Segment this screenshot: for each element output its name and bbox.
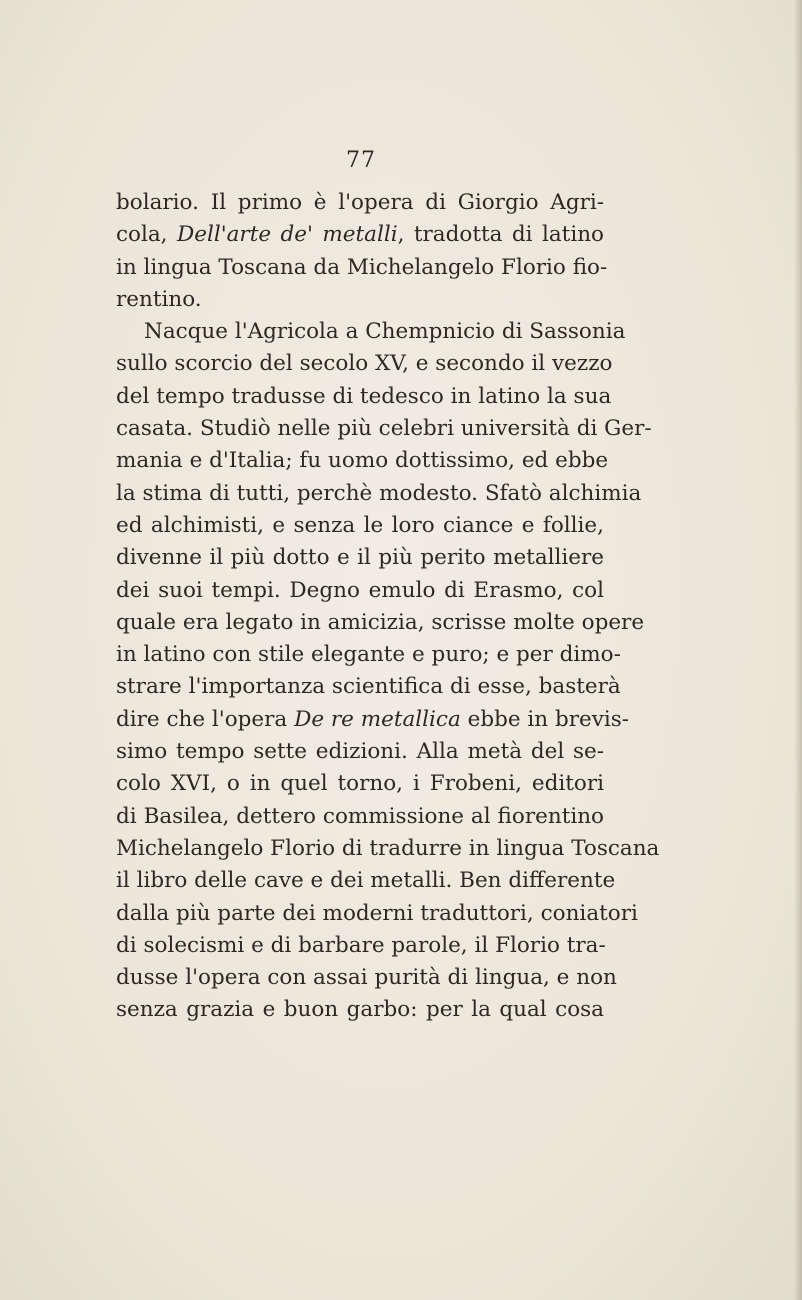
page-number: 77 — [346, 148, 376, 173]
text-line — [116, 510, 604, 542]
text-line — [116, 801, 604, 833]
text-line — [116, 445, 609, 477]
text-segment: del tempo tradusse di tedesco in latino la sua — [116, 383, 612, 409]
text-segment: il libro delle cave e dei metalli. Ben differente — [116, 868, 616, 894]
text-line — [116, 671, 621, 703]
italic-title: Dell'arte de' metalli — [176, 222, 398, 248]
text-segment: Michelangelo Florio di tradurre in lingua Toscana — [116, 835, 660, 861]
text-line — [116, 865, 616, 897]
text-line — [116, 284, 604, 316]
text-line — [116, 639, 621, 671]
text-line — [116, 736, 604, 768]
text-line — [116, 348, 613, 380]
text-segment: di solecismi e di barbare parole, il Florio tra- — [116, 932, 606, 958]
text-line — [116, 381, 612, 413]
text-line — [116, 575, 604, 607]
text-line — [116, 768, 604, 800]
text-segment: colo XVI, o in quel torno, i Frobeni, editori — [116, 771, 604, 797]
text-segment: simo tempo sette edizioni. Alla metà del se- — [116, 739, 604, 765]
text-segment: ebbe in brevis- — [460, 706, 630, 732]
text-segment: la stima di tutti, perchè modesto. Sfatò alchimia — [116, 480, 642, 506]
text-segment: in lingua Toscana da Michelangelo Florio fio- — [116, 254, 608, 280]
text-line — [116, 316, 626, 348]
text-line — [116, 542, 604, 574]
text-segment: bolario. Il primo è l'opera di Giorgio Agri- — [116, 190, 604, 215]
body-text — [116, 187, 660, 1027]
text-segment: sullo scorcio del secolo XV, e secondo il vezzo — [116, 351, 613, 377]
text-segment: casata. Studiò nelle più celebri università di Ger- — [116, 416, 652, 442]
text-line — [116, 704, 630, 736]
text-segment: senza grazia e buon garbo: per la qual cosa — [116, 997, 604, 1023]
text-segment: cola, — [116, 222, 177, 248]
text-segment: Nacque l'Agricola a Chempnicio di Sassonia — [144, 319, 626, 345]
text-line — [116, 252, 608, 284]
text-segment: rentino. — [116, 286, 202, 312]
text-line — [116, 219, 604, 251]
text-segment: mania e d'Italia; fu uomo dottissimo, ed ebbe — [116, 448, 609, 474]
text-segment: di Basilea, dettero commissione al fiorentino — [116, 803, 604, 829]
text-segment: divenne il più dotto e il più perito metalliere — [116, 545, 604, 571]
text-segment: quale era legato in amicizia, scrisse molte opere — [116, 609, 645, 635]
page-edge-shadow — [794, 0, 802, 1300]
text-segment: dusse l'opera con assai purità di lingua, e non — [116, 965, 617, 991]
text-segment: dei suoi tempi. Degno emulo di Erasmo, col — [116, 577, 604, 603]
text-line — [116, 930, 604, 962]
text-line — [116, 962, 617, 994]
text-line — [116, 413, 652, 445]
text-line — [116, 833, 660, 865]
text-segment: ed alchimisti, e senza le loro ciance e follie, — [116, 512, 604, 538]
text-segment: in latino con stile elegante e puro; e per dimo- — [116, 642, 621, 668]
text-segment: , tradotta di latino — [397, 222, 604, 248]
text-line — [116, 478, 642, 510]
text-segment: dalla più parte dei moderni traduttori, coniatori — [116, 900, 638, 926]
text-line — [116, 187, 604, 219]
italic-title: De re metallica — [294, 706, 461, 732]
text-line — [116, 994, 604, 1026]
text-segment: strare l'importanza scientifica di esse, basterà — [116, 674, 621, 700]
text-segment: dire che l'opera — [116, 706, 295, 732]
text-line — [116, 898, 638, 930]
text-line — [116, 607, 645, 639]
